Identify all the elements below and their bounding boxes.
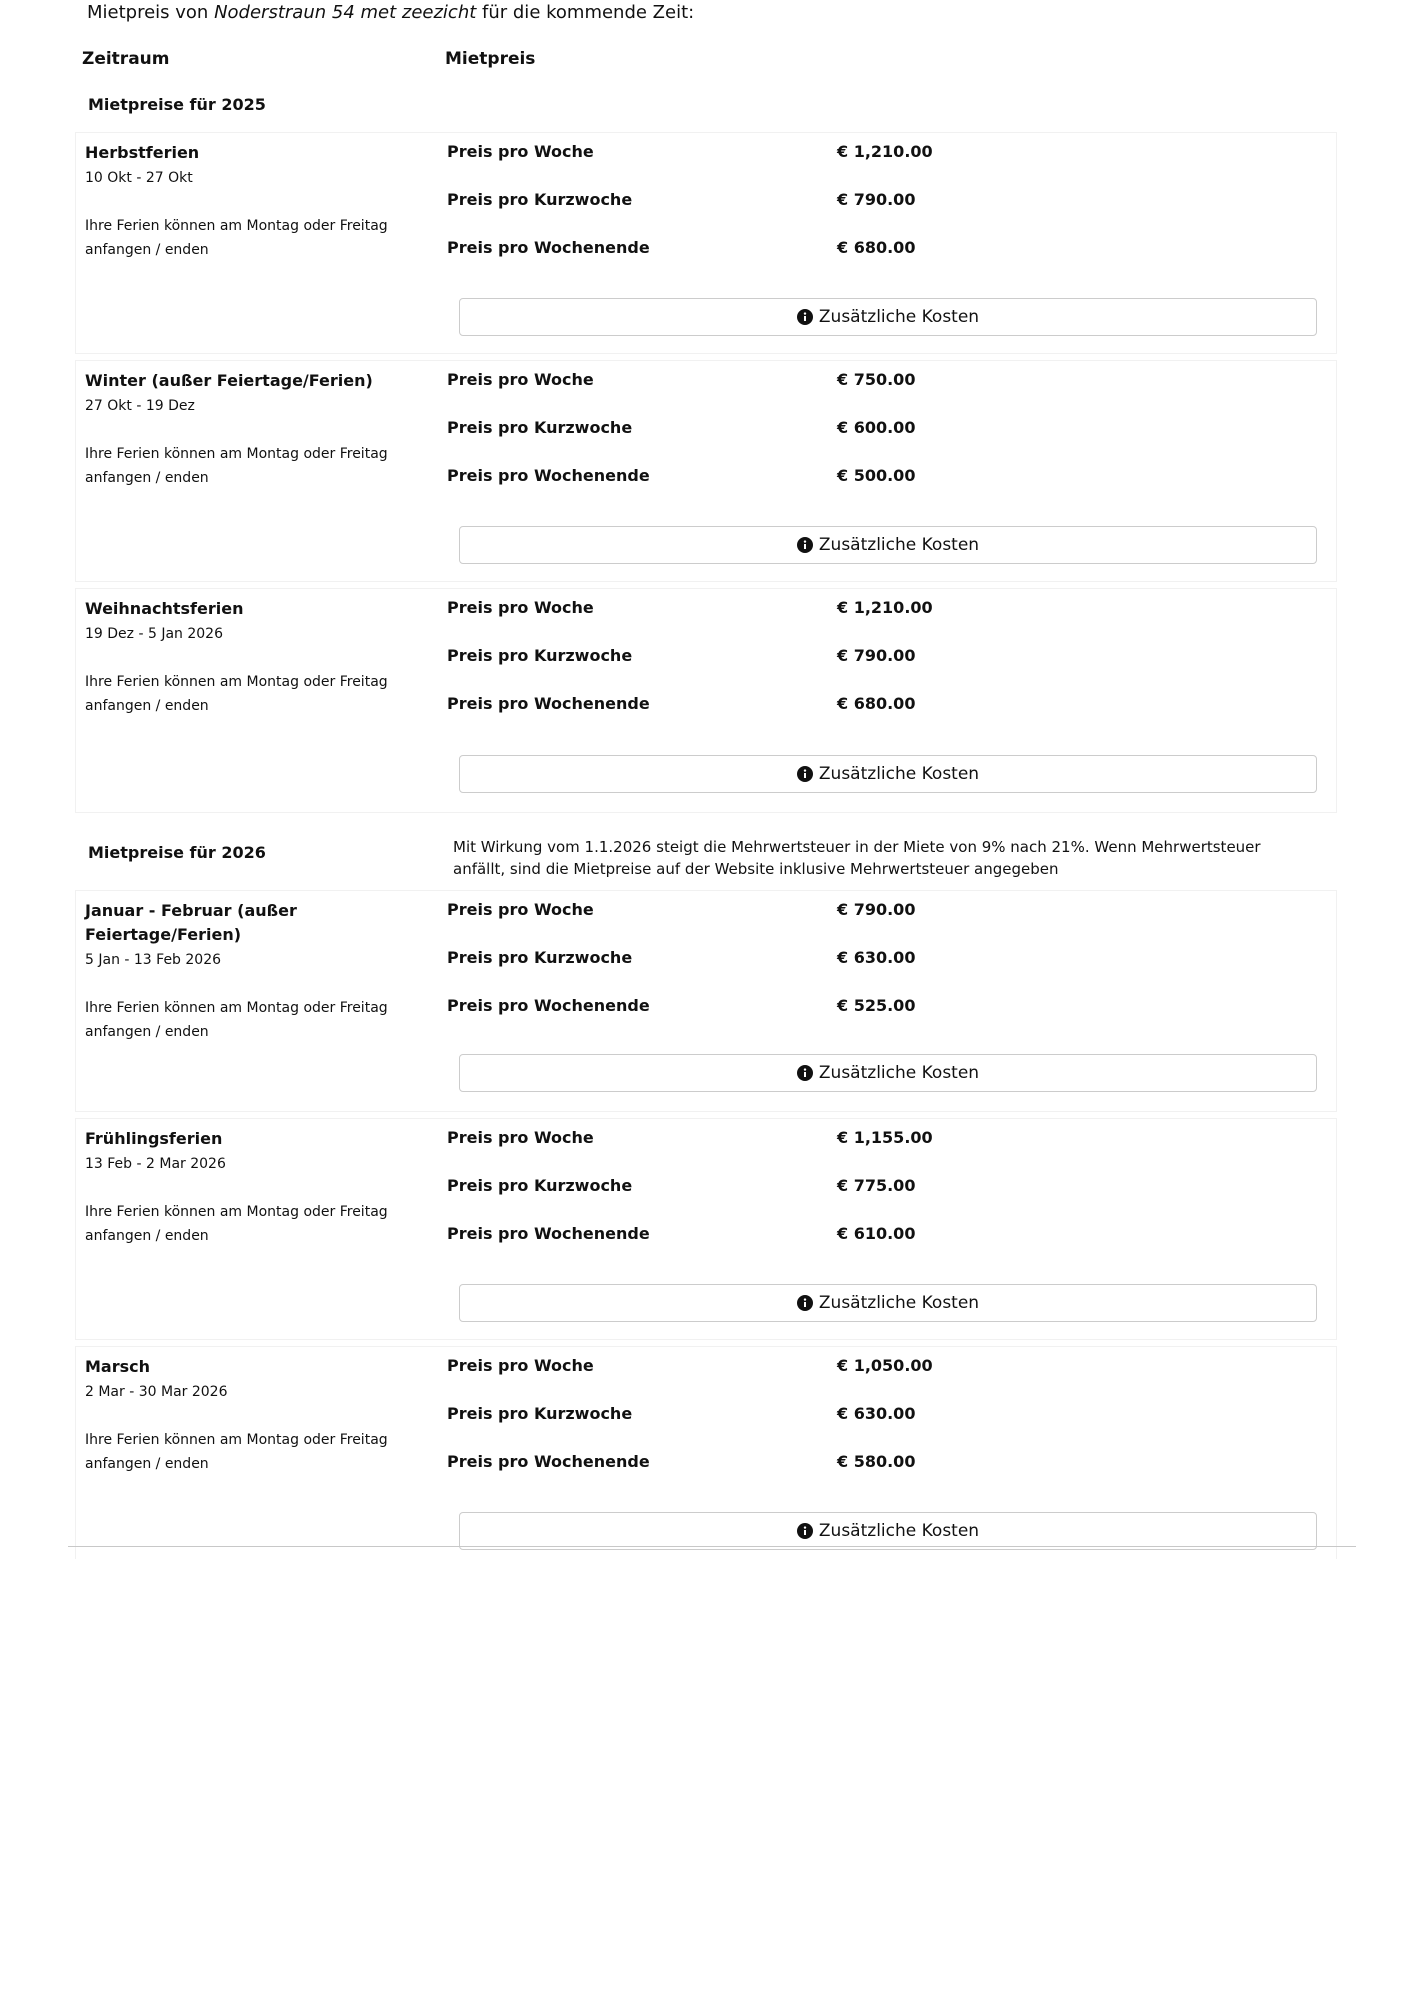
price-row-short-week	[447, 188, 1047, 212]
period-note: Ihre Ferien können am Montag oder Freitag anfangen / enden	[85, 218, 388, 258]
property-name: Noderstraun 54 met zeezicht	[214, 2, 477, 23]
period-title: Frühlingsferien	[85, 1129, 223, 1148]
additional-costs-button[interactable]	[459, 298, 1317, 336]
price-label: Preis pro Woche	[447, 598, 594, 617]
price-label: Preis pro Wochenende	[447, 1224, 650, 1243]
price-label: Preis pro Wochenende	[447, 238, 650, 257]
period-title: Januar - Februar (außer Feiertage/Ferien)	[85, 901, 297, 944]
price-label: Preis pro Woche	[447, 142, 594, 161]
price-row-weekend	[447, 994, 1047, 1018]
price-row-short-week	[447, 946, 1047, 970]
price-row-weekend	[447, 464, 1047, 488]
price-value: € 580.00	[837, 1452, 916, 1471]
price-value: € 1,050.00	[837, 1356, 933, 1375]
price-value: € 1,155.00	[837, 1128, 933, 1147]
info-icon	[797, 1065, 813, 1081]
additional-costs-button[interactable]	[459, 1284, 1317, 1322]
year-heading-2025: Mietpreise für 2025	[88, 95, 266, 114]
period-row	[75, 360, 1337, 582]
price-value: € 525.00	[837, 996, 916, 1015]
additional-costs-label: Zusätzliche Kosten	[818, 535, 980, 555]
price-label: Preis pro Wochenende	[447, 996, 650, 1015]
price-row-week	[447, 898, 1047, 922]
price-value: € 680.00	[837, 694, 916, 713]
additional-costs-label: Zusätzliche Kosten	[818, 764, 980, 784]
price-label: Preis pro Kurzwoche	[447, 948, 633, 967]
info-icon	[797, 1295, 813, 1311]
price-value: € 790.00	[837, 190, 916, 209]
period-row	[75, 890, 1337, 1112]
price-label: Preis pro Kurzwoche	[447, 1404, 633, 1423]
price-value: € 750.00	[837, 370, 916, 389]
price-value: € 500.00	[837, 466, 916, 485]
price-label: Preis pro Woche	[447, 1356, 594, 1375]
price-row-week	[447, 1354, 1047, 1378]
price-row-weekend	[447, 1450, 1047, 1474]
period-row	[75, 1118, 1337, 1340]
blank-page-area	[0, 1559, 1414, 2000]
price-row-week	[447, 596, 1047, 620]
column-header-price: Mietpreis	[445, 49, 536, 69]
price-value: € 1,210.00	[837, 598, 933, 617]
year-heading-2026: Mietpreise für 2026	[88, 843, 266, 862]
price-label: Preis pro Wochenende	[447, 694, 650, 713]
additional-costs-button[interactable]	[459, 755, 1317, 793]
price-value: € 630.00	[837, 948, 916, 967]
price-value: € 790.00	[837, 646, 916, 665]
period-info	[85, 369, 415, 490]
period-info	[85, 141, 415, 262]
price-label: Preis pro Kurzwoche	[447, 190, 633, 209]
additional-costs-label: Zusätzliche Kosten	[818, 1521, 980, 1541]
price-row-week	[447, 368, 1047, 392]
period-title: Herbstferien	[85, 143, 200, 162]
period-note: Ihre Ferien können am Montag oder Freitag anfangen / enden	[85, 1000, 388, 1040]
period-info	[85, 597, 415, 718]
intro-text	[87, 0, 694, 26]
period-title: Winter (außer Feiertage/Ferien)	[85, 371, 373, 390]
period-note: Ihre Ferien können am Montag oder Freitag anfangen / enden	[85, 674, 388, 714]
period-dates: 2 Mar - 30 Mar 2026	[85, 1384, 228, 1400]
price-label: Preis pro Wochenende	[447, 1452, 650, 1471]
price-label: Preis pro Kurzwoche	[447, 418, 633, 437]
info-icon	[797, 1523, 813, 1539]
price-label: Preis pro Kurzwoche	[447, 646, 633, 665]
price-value: € 600.00	[837, 418, 916, 437]
price-row-weekend	[447, 236, 1047, 260]
price-value: € 680.00	[837, 238, 916, 257]
price-label: Preis pro Woche	[447, 900, 594, 919]
price-row-short-week	[447, 1402, 1047, 1426]
info-icon	[797, 309, 813, 325]
price-row-weekend	[447, 692, 1047, 716]
period-info	[85, 1127, 415, 1248]
additional-costs-button[interactable]	[459, 1054, 1317, 1092]
price-row-week	[447, 1126, 1047, 1150]
price-label: Preis pro Wochenende	[447, 466, 650, 485]
period-note: Ihre Ferien können am Montag oder Freitag anfangen / enden	[85, 1204, 388, 1244]
price-row-short-week	[447, 644, 1047, 668]
additional-costs-label: Zusätzliche Kosten	[818, 307, 980, 327]
price-row-short-week	[447, 1174, 1047, 1198]
intro-before: Mietpreis von	[87, 2, 215, 23]
column-header-period: Zeitraum	[82, 49, 170, 69]
period-title: Marsch	[85, 1357, 151, 1376]
additional-costs-button[interactable]	[459, 526, 1317, 564]
page-divider	[68, 1546, 1356, 1547]
period-dates: 10 Okt - 27 Okt	[85, 170, 193, 186]
price-row-short-week	[447, 416, 1047, 440]
period-dates: 19 Dez - 5 Jan 2026	[85, 626, 223, 642]
period-row	[75, 588, 1337, 813]
info-icon	[797, 537, 813, 553]
period-row	[75, 132, 1337, 354]
additional-costs-button[interactable]	[459, 1512, 1317, 1550]
period-info	[85, 899, 415, 1044]
price-label: Preis pro Woche	[447, 370, 594, 389]
additional-costs-label: Zusätzliche Kosten	[818, 1293, 980, 1313]
period-title: Weihnachtsferien	[85, 599, 244, 618]
period-dates: 13 Feb - 2 Mar 2026	[85, 1156, 226, 1172]
period-row	[75, 1346, 1337, 1568]
price-label: Preis pro Kurzwoche	[447, 1176, 633, 1195]
price-value: € 1,210.00	[837, 142, 933, 161]
price-row-weekend	[447, 1222, 1047, 1246]
period-note: Ihre Ferien können am Montag oder Freitag anfangen / enden	[85, 1432, 388, 1472]
period-dates: 5 Jan - 13 Feb 2026	[85, 952, 222, 968]
price-value: € 775.00	[837, 1176, 916, 1195]
price-value: € 630.00	[837, 1404, 916, 1423]
info-icon	[797, 766, 813, 782]
period-dates: 27 Okt - 19 Dez	[85, 398, 195, 414]
price-row-week	[447, 140, 1047, 164]
intro-after: für die kommende Zeit:	[476, 2, 695, 23]
price-value: € 790.00	[837, 900, 916, 919]
period-note: Ihre Ferien können am Montag oder Freitag anfangen / enden	[85, 446, 388, 486]
price-label: Preis pro Woche	[447, 1128, 594, 1147]
vat-notice: Mit Wirkung vom 1.1.2026 steigt die Mehrwertsteuer in der Miete von 9% nach 21%. Wenn Mehrwertsteuer anfällt, sind die Mietpreise auf der Website inklusive Mehrwertsteuer angegeben	[453, 838, 1261, 878]
price-value: € 610.00	[837, 1224, 916, 1243]
additional-costs-label: Zusätzliche Kosten	[818, 1063, 980, 1083]
period-info	[85, 1355, 415, 1476]
